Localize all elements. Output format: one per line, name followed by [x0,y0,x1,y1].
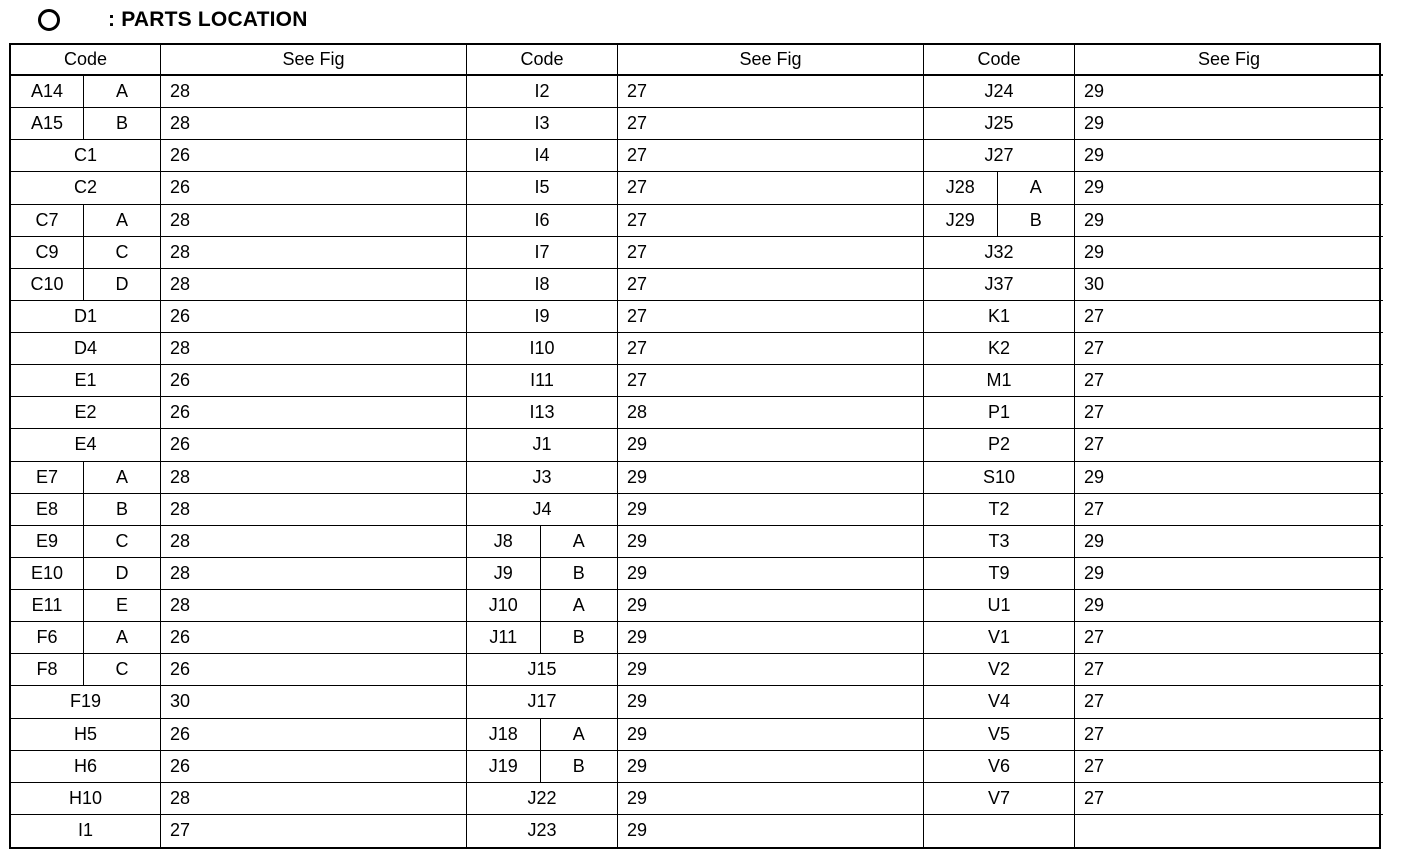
see-fig-cell: 29 [618,429,924,461]
code-cell [11,494,161,526]
see-fig-cell: 26 [161,622,467,654]
table-row [11,172,467,204]
see-fig-cell: 29 [618,751,924,783]
code-cell [11,558,161,590]
table-row [924,172,1383,204]
see-fig-cell: 26 [161,172,467,204]
see-fig-cell: 27 [618,333,924,365]
code-cell [467,558,618,590]
code-suffix: B [572,755,585,776]
see-fig-cell: 27 [618,301,924,333]
table-row [924,365,1383,397]
see-fig-cell: 27 [1075,333,1383,365]
code-cell [467,751,618,783]
see-fig-cell: 26 [161,365,467,397]
code-cell: I10 [467,333,618,365]
table-row [11,76,467,108]
table-row [924,783,1383,815]
code-cell: I13 [467,397,618,429]
code-value: J29 [924,205,998,236]
code-cell: J22 [467,783,618,815]
code-cell: I7 [467,237,618,269]
code-cell [467,719,618,751]
see-fig-cell: 28 [618,397,924,429]
see-fig-cell: 29 [1075,76,1383,108]
see-fig-cell: 27 [1075,751,1383,783]
see-fig-cell: 27 [618,365,924,397]
code-cell: J24 [924,76,1075,108]
code-cell [467,622,618,654]
table-row [924,333,1383,365]
see-fig-cell: 29 [1075,590,1383,622]
table-row [11,815,467,847]
header-row [924,45,1383,76]
see-fig-cell: 28 [161,558,467,590]
table-row [467,494,924,526]
code-suffix: C [115,530,129,551]
code-value: J9 [467,558,541,589]
table-row [467,172,924,204]
code-cell: H5 [11,719,161,751]
see-fig-header: See Fig [161,45,467,76]
code-value: C9 [11,237,84,268]
see-fig-cell: 27 [1075,494,1383,526]
code-cell: J17 [467,686,618,718]
code-cell: J37 [924,269,1075,301]
table-row [924,301,1383,333]
see-fig-cell: 29 [618,815,924,847]
code-cell: I5 [467,172,618,204]
see-fig-cell: 29 [1075,140,1383,172]
table-row [924,140,1383,172]
table-row [467,783,924,815]
code-cell: C2 [11,172,161,204]
table-row [924,590,1383,622]
see-fig-cell: 27 [618,76,924,108]
table-row [11,269,467,301]
table-row [924,397,1383,429]
code-suffix: A [572,530,585,551]
see-fig-cell: 29 [618,494,924,526]
table-row [467,365,924,397]
code-cell: J1 [467,429,618,461]
code-cell: I6 [467,205,618,237]
code-cell [11,526,161,558]
table-row [11,429,467,461]
header-row [11,45,467,76]
title-text: : PARTS LOCATION [108,8,308,31]
see-fig-cell: 28 [161,108,467,140]
code-cell: J27 [924,140,1075,172]
code-header: Code [467,45,618,76]
see-fig-cell: 29 [1075,526,1383,558]
code-suffix: C [115,241,129,262]
code-cell: V5 [924,719,1075,751]
see-fig-cell: 27 [1075,686,1383,718]
code-value: E8 [11,494,84,525]
table-row [11,783,467,815]
table-row [11,333,467,365]
table-row [924,205,1383,237]
table-row [924,462,1383,494]
code-cell: I9 [467,301,618,333]
table-row [924,719,1383,751]
see-fig-cell: 27 [618,269,924,301]
code-value: J19 [467,751,541,782]
see-fig-cell: 29 [618,526,924,558]
code-value: A15 [11,108,84,139]
see-fig-cell: 27 [618,205,924,237]
code-suffix: A [115,466,128,487]
see-fig-cell: 29 [1075,108,1383,140]
code-cell [11,108,161,140]
code-value: F8 [11,654,84,685]
code-cell: E4 [11,429,161,461]
code-suffix: E [115,595,128,616]
table-row [924,269,1383,301]
table-row [11,140,467,172]
see-fig-cell [1075,815,1383,847]
see-fig-cell: 26 [161,654,467,686]
code-cell: I1 [11,815,161,847]
see-fig-cell: 29 [1075,462,1383,494]
code-cell: I2 [467,76,618,108]
code-value: A14 [11,76,84,107]
table-row [467,686,924,718]
table-row [924,526,1383,558]
code-cell: K1 [924,301,1075,333]
see-fig-cell: 29 [1075,558,1383,590]
code-cell: H10 [11,783,161,815]
table-row [467,397,924,429]
code-cell: P2 [924,429,1075,461]
code-cell: V6 [924,751,1075,783]
circle-icon [38,9,60,31]
code-suffix: B [572,627,585,648]
table-row [924,686,1383,718]
table-row [11,205,467,237]
table-row [467,76,924,108]
code-cell: E2 [11,397,161,429]
see-fig-cell: 30 [161,686,467,718]
page-title [38,4,308,36]
code-suffix: D [115,562,129,583]
see-fig-cell: 26 [161,397,467,429]
code-suffix: A [115,209,128,230]
code-cell: V1 [924,622,1075,654]
see-fig-cell: 29 [618,783,924,815]
code-cell: K2 [924,333,1075,365]
table-row [467,558,924,590]
table-row [11,686,467,718]
table-row [467,462,924,494]
table-row [924,622,1383,654]
see-fig-cell: 27 [1075,783,1383,815]
table-row [11,494,467,526]
code-cell: J4 [467,494,618,526]
code-suffix: A [572,723,585,744]
code-cell [924,815,1075,847]
code-cell: J25 [924,108,1075,140]
table-row [467,205,924,237]
see-fig-cell: 28 [161,590,467,622]
code-suffix: C [115,659,129,680]
code-cell: J3 [467,462,618,494]
code-cell: V7 [924,783,1075,815]
table-row [924,429,1383,461]
table-row [467,237,924,269]
table-row [467,108,924,140]
code-suffix: A [572,595,585,616]
see-fig-cell: 29 [618,590,924,622]
code-cell: H6 [11,751,161,783]
see-fig-cell: 30 [1075,269,1383,301]
see-fig-cell: 27 [1075,622,1383,654]
see-fig-cell: 27 [1075,654,1383,686]
code-cell: U1 [924,590,1075,622]
code-cell [467,526,618,558]
table-row [924,108,1383,140]
code-cell: J23 [467,815,618,847]
code-cell: I8 [467,269,618,301]
code-cell [11,237,161,269]
code-value: C7 [11,205,84,236]
code-cell [11,654,161,686]
code-suffix: B [115,113,128,134]
see-fig-cell: 29 [618,654,924,686]
see-fig-cell: 29 [618,462,924,494]
table-row [924,76,1383,108]
table-row [11,462,467,494]
see-fig-cell: 28 [161,237,467,269]
see-fig-cell: 26 [161,140,467,172]
see-fig-cell: 26 [161,751,467,783]
code-value: E10 [11,558,84,589]
code-cell: T2 [924,494,1075,526]
table-row [467,751,924,783]
see-fig-cell: 27 [1075,429,1383,461]
table-row [11,751,467,783]
see-fig-cell: 29 [1075,205,1383,237]
table-row [467,719,924,751]
code-suffix: A [115,81,128,102]
see-fig-cell: 27 [618,172,924,204]
code-cell [11,205,161,237]
code-value: J11 [467,622,541,653]
see-fig-cell: 27 [1075,397,1383,429]
see-fig-cell: 27 [618,237,924,269]
see-fig-cell: 28 [161,494,467,526]
code-suffix: A [115,627,128,648]
code-suffix: A [1029,177,1042,198]
code-value: C10 [11,269,84,300]
code-cell: I3 [467,108,618,140]
code-cell: J32 [924,237,1075,269]
code-value: J28 [924,172,998,203]
see-fig-cell: 27 [618,108,924,140]
see-fig-cell: 27 [161,815,467,847]
table-row [467,622,924,654]
code-suffix: B [115,498,128,519]
table-row [11,654,467,686]
table-row [467,815,924,847]
table-row [924,815,1383,847]
table-row [467,526,924,558]
table-row [467,301,924,333]
code-cell [11,622,161,654]
see-fig-header: See Fig [618,45,924,76]
see-fig-cell: 29 [618,686,924,718]
see-fig-cell: 28 [161,76,467,108]
code-cell: J15 [467,654,618,686]
table-row [11,526,467,558]
see-fig-cell: 28 [161,526,467,558]
code-suffix: D [115,273,129,294]
table-row [924,751,1383,783]
table-row [11,108,467,140]
code-suffix: B [572,562,585,583]
table-row [11,397,467,429]
code-value: F6 [11,622,84,653]
code-cell: V4 [924,686,1075,718]
code-cell: S10 [924,462,1075,494]
see-fig-cell: 26 [161,301,467,333]
see-fig-cell: 29 [618,558,924,590]
table-row [924,494,1383,526]
table-row [924,237,1383,269]
code-header: Code [11,45,161,76]
see-fig-cell: 27 [1075,301,1383,333]
table-row [467,590,924,622]
code-cell [467,590,618,622]
see-fig-cell: 29 [1075,172,1383,204]
code-value: J8 [467,526,541,557]
table-row [11,365,467,397]
code-cell [11,269,161,301]
see-fig-cell: 29 [618,622,924,654]
code-cell: E1 [11,365,161,397]
table-row [11,590,467,622]
see-fig-cell: 27 [1075,719,1383,751]
table-row [11,622,467,654]
code-cell: V2 [924,654,1075,686]
see-fig-cell: 27 [618,140,924,172]
code-cell: T3 [924,526,1075,558]
code-cell: T9 [924,558,1075,590]
table-row [467,140,924,172]
see-fig-cell: 28 [161,462,467,494]
code-cell: M1 [924,365,1075,397]
code-cell [924,205,1075,237]
table-row [467,333,924,365]
table-row [467,429,924,461]
code-cell: P1 [924,397,1075,429]
see-fig-cell: 28 [161,333,467,365]
see-fig-cell: 27 [1075,365,1383,397]
header-row [467,45,924,76]
code-value: J18 [467,719,541,750]
code-value: E7 [11,462,84,493]
table-row [467,654,924,686]
code-cell: F19 [11,686,161,718]
see-fig-cell: 28 [161,269,467,301]
parts-location-table [9,43,1381,849]
see-fig-cell: 26 [161,719,467,751]
see-fig-header: See Fig [1075,45,1383,76]
code-cell: D1 [11,301,161,333]
see-fig-cell: 28 [161,205,467,237]
see-fig-cell: 28 [161,783,467,815]
see-fig-cell: 29 [1075,237,1383,269]
see-fig-cell: 29 [618,719,924,751]
code-cell [11,76,161,108]
code-cell: I11 [467,365,618,397]
code-cell [11,590,161,622]
code-cell: D4 [11,333,161,365]
code-cell: I4 [467,140,618,172]
see-fig-cell: 26 [161,429,467,461]
table-row [11,719,467,751]
code-cell [924,172,1075,204]
code-value: E9 [11,526,84,557]
code-header: Code [924,45,1075,76]
code-cell: C1 [11,140,161,172]
code-value: J10 [467,590,541,621]
table-row [467,269,924,301]
table-row [11,237,467,269]
table-row [924,654,1383,686]
table-row [924,558,1383,590]
code-value: E11 [11,590,84,621]
table-row [11,558,467,590]
table-row [11,301,467,333]
code-cell [11,462,161,494]
code-suffix: B [1029,209,1042,230]
